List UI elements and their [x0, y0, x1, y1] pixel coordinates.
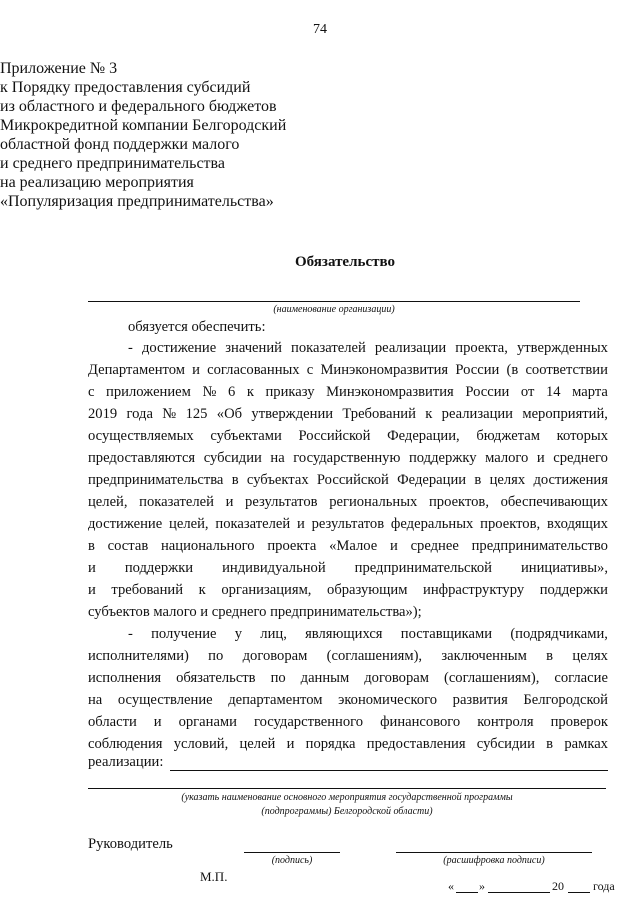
- body-line: достижение целей, показателей и результатов федеральных проектов, входящих: [88, 516, 608, 532]
- implementation-fill-line: [170, 770, 608, 771]
- date-year-prefix: 20: [552, 879, 564, 893]
- body-line: и требований к организациям, образующим инфраструктуру поддержки: [88, 582, 608, 598]
- date-day-line: [456, 892, 478, 893]
- appendix-line: к Порядку предоставления субсидий: [0, 79, 251, 96]
- organization-name-line: [88, 301, 580, 302]
- date-close-quote: »: [479, 879, 485, 893]
- appendix-line: на реализацию мероприятия: [0, 174, 194, 191]
- date-month-line: [488, 892, 550, 893]
- stamp-place: М.П.: [200, 869, 228, 884]
- signature-decode-caption: (расшифровка подписи): [443, 855, 545, 866]
- document-title: Обязательство: [295, 254, 395, 270]
- appendix-line: Микрокредитной компании Белгородский: [0, 117, 287, 134]
- signature-line: [244, 852, 340, 853]
- program-caption: (указать наименование основного мероприятия государственной программы: [181, 792, 513, 803]
- body-line: целей, показателей и результатов региональных проектов, обеспечивающих: [88, 494, 608, 510]
- body-line: соблюдения условий, целей и порядка предоставления субсидии в рамках: [88, 736, 608, 752]
- body-line: с приложением № 6 к приказу Минэкономразвития России от 14 марта: [88, 384, 608, 400]
- body-line: области и органами государственного финансового контроля проверок: [88, 714, 608, 730]
- program-caption: (подпрограммы) Белгородской области): [261, 806, 433, 817]
- date-open-quote: «: [448, 879, 454, 893]
- appendix-line: и среднего предпринимательства: [0, 155, 225, 172]
- body-line: субъектов малого и среднего предпринимательства»);: [88, 604, 422, 620]
- appendix-line: из областного и федерального бюджетов: [0, 98, 277, 115]
- date-year-suffix: года: [593, 879, 615, 893]
- body-line: исполнителями) по договорам (соглашениям), заключенным в целях: [88, 648, 608, 664]
- page-number: 74: [313, 22, 327, 37]
- date-field: [448, 878, 618, 898]
- appendix-line: «Популяризация предпринимательства»: [0, 193, 274, 210]
- signature-role: Руководитель: [88, 836, 173, 852]
- body-line: и поддержки индивидуальной предпринимательской инициативы»,: [88, 560, 608, 576]
- body-line: - получение у лиц, являющихся поставщиками (подрядчиками,: [128, 626, 608, 642]
- appendix-line: областной фонд поддержки малого: [0, 136, 240, 153]
- intro-text: обязуется обеспечить:: [128, 319, 266, 335]
- signature-decode-line: [396, 852, 592, 853]
- body-line: - достижение значений показателей реализации проекта, утвержденных: [128, 340, 608, 356]
- body-line: предпринимательства в субъектах Российской Федерации в целях достижения: [88, 472, 608, 488]
- date-year-line: [568, 892, 590, 893]
- body-line: Департаментом и согласованных с Минэкономразвития России (в соответствии: [88, 362, 608, 378]
- body-line: предоставляются субсидии на государственную поддержку малого и среднего: [88, 450, 608, 466]
- organization-caption: (наименование организации): [273, 304, 395, 315]
- appendix-line: Приложение № 3: [0, 60, 118, 77]
- body-line: исполнения обязательств по данным договорам (соглашениям), согласие: [88, 670, 608, 686]
- body-line: 2019 года № 125 «Об утверждении Требований к реализации мероприятий,: [88, 406, 608, 422]
- program-name-line: [88, 788, 606, 789]
- body-line: осуществляемых субъектами Российской Федерации, бюджетам которых: [88, 428, 608, 444]
- body-line: реализации:: [88, 754, 164, 770]
- body-line: на осуществление департаментом экономического развития Белгородской: [88, 692, 608, 708]
- signature-caption: (подпись): [271, 855, 313, 866]
- body-line: в состав национального проекта «Малое и среднее предпринимательство: [88, 538, 608, 554]
